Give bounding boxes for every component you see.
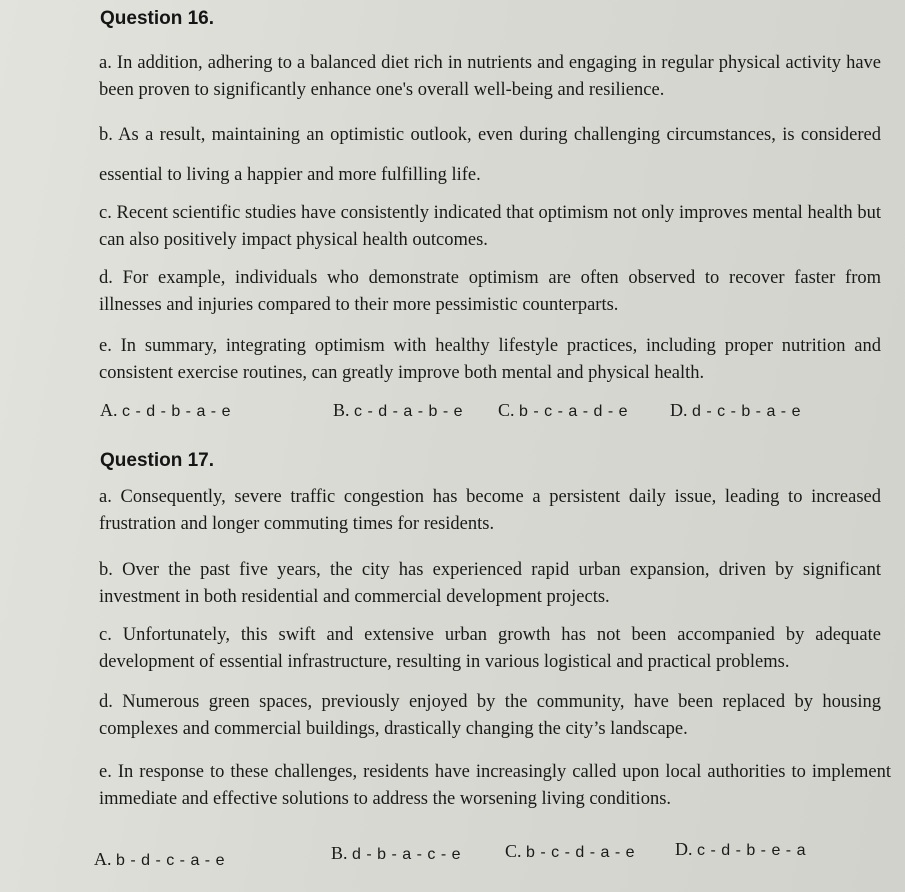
q16-option-c-letter: C. [498,400,515,420]
q16-option-b-letter: B. [333,400,350,420]
q17-option-b-sequence: d - b - a - c - e [352,846,461,863]
q17-option-a[interactable] [94,849,225,870]
q17-option-b[interactable] [331,843,461,864]
q16-sentence-d: d. For example, individuals who demonstrate optimism are often observed to recover faster from illnesses and injuries compared to their more pessimistic counterparts. [99,268,881,315]
q17-option-c-sequence: b - c - d - a - e [526,844,635,861]
q17-option-c-letter: C. [505,841,522,861]
q17-option-d[interactable] [675,839,806,860]
q16-option-a-letter: A. [100,400,118,420]
q16-option-a[interactable] [100,400,231,421]
q16-option-b[interactable] [333,400,463,421]
q17-option-a-sequence: b - d - c - a - e [116,852,225,869]
q16-option-b-sequence: c - d - a - b - e [354,403,463,420]
q16-sentence-a: a. In addition, adhering to a balanced diet rich in nutrients and engaging in regular physical activity have been proven to significantly enhance one's overall well-being and resilience. [99,53,881,100]
q17-sentence-c: c. Unfortunately, this swift and extensive urban growth has not been accompanied by adequate development of essential infrastructure, resulting in various logistical and practical problems. [99,625,881,672]
q16-option-c-sequence: b - c - a - d - e [519,403,628,420]
q17-option-a-letter: A. [94,849,112,869]
q17-option-b-letter: B. [331,843,348,863]
q17-sentence-e: e. In response to these challenges, residents have increasingly called upon local authorities to implement immediate and effective solutions to address the worsening living conditions. [99,762,891,809]
question-16-title: Question 16. [100,8,215,29]
q17-sentence-d: d. Numerous green spaces, previously enjoyed by the community, have been replaced by housing complexes and commercial buildings, drastically changing the city’s landscape. [99,692,881,739]
q16-sentence-c: c. Recent scientific studies have consistently indicated that optimism not only improves mental health but can also positively impact physical health outcomes. [99,203,881,250]
q17-option-c[interactable] [505,841,635,862]
q17-sentence-b: b. Over the past five years, the city has experienced rapid urban expansion, driven by significant investment in both residential and commercial development projects. [99,560,881,607]
question-17-title: Question 17. [100,450,215,471]
q16-option-d-sequence: d - c - b - a - e [692,403,801,420]
q17-option-d-sequence: c - d - b - e - a [697,842,806,859]
q16-option-d[interactable] [670,400,801,421]
q16-option-a-sequence: c - d - b - a - e [122,403,231,420]
q16-sentence-b: b. As a result, maintaining an optimistic outlook, even during challenging circumstances, is considered essential to living a happier and more fulfilling life. [99,125,881,185]
q16-sentence-e: e. In summary, integrating optimism with healthy lifestyle practices, including proper nutrition and consistent exercise routines, can greatly improve both mental and physical health. [99,336,881,383]
q17-option-d-letter: D. [675,839,693,859]
q17-sentence-a: a. Consequently, severe traffic congestion has become a persistent daily issue, leading to increased frustration and longer commuting times for residents. [99,487,881,534]
q16-option-c[interactable] [498,400,628,421]
q16-option-d-letter: D. [670,400,688,420]
